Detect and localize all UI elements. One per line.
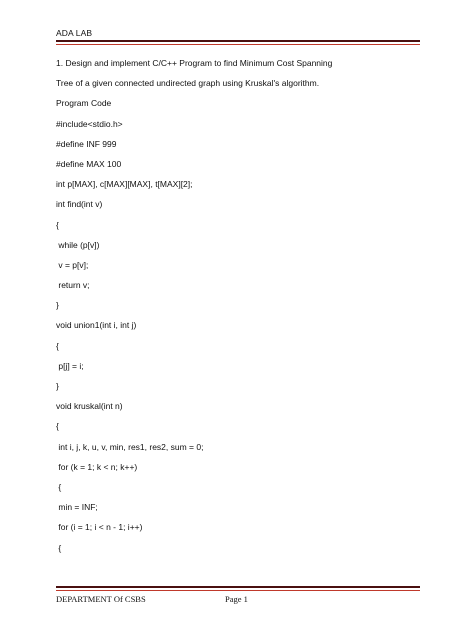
text-line: #include<stdio.h> [56,118,123,129]
text-line: { [56,481,62,492]
footer-page-number: Page 1 [225,594,248,604]
footer-department: DEPARTMENT Of CSBS [56,594,146,604]
text-line: for (i = 1; i < n - 1; i++) [56,522,143,533]
text-line: v = p[v]; [56,259,89,270]
text-line: Program Code [56,98,112,109]
header-title: ADA LAB [56,28,93,38]
header-rule-dark [56,40,420,42]
text-line: for (k = 1; k < n; k++) [56,461,138,472]
text-line: { [56,219,59,230]
text-line: int i, j, k, u, v, min, res1, res2, sum = 0; [56,441,204,452]
footer-rule-dark [56,586,420,588]
text-line: { [56,340,59,351]
document-body [56,56,420,561]
text-line: int find(int v) [56,199,103,210]
text-line: 1. Design and implement C/C++ Program to find Minimum Cost Spanning [56,58,333,68]
text-line: #define INF 999 [56,138,117,149]
header-rule-accent [56,44,420,45]
text-line: void kruskal(int n) [56,401,123,412]
text-line: int p[MAX], c[MAX][MAX], t[MAX][2]; [56,179,193,190]
text-line: Tree of a given connected undirected graph using Kruskal's algorithm. [56,78,320,89]
text-line: } [56,300,59,311]
text-line: } [56,381,59,391]
text-line: { [56,421,59,432]
footer-rule-accent [56,590,420,591]
text-line: p[j] = i; [56,360,84,371]
text-line: #define MAX 100 [56,158,122,169]
text-line: void union1(int i, int j) [56,320,137,331]
text-line: { [56,542,62,553]
text-line: min = INF; [56,502,98,513]
text-line: return v; [56,280,90,291]
text-line: while (p[v]) [56,239,100,250]
